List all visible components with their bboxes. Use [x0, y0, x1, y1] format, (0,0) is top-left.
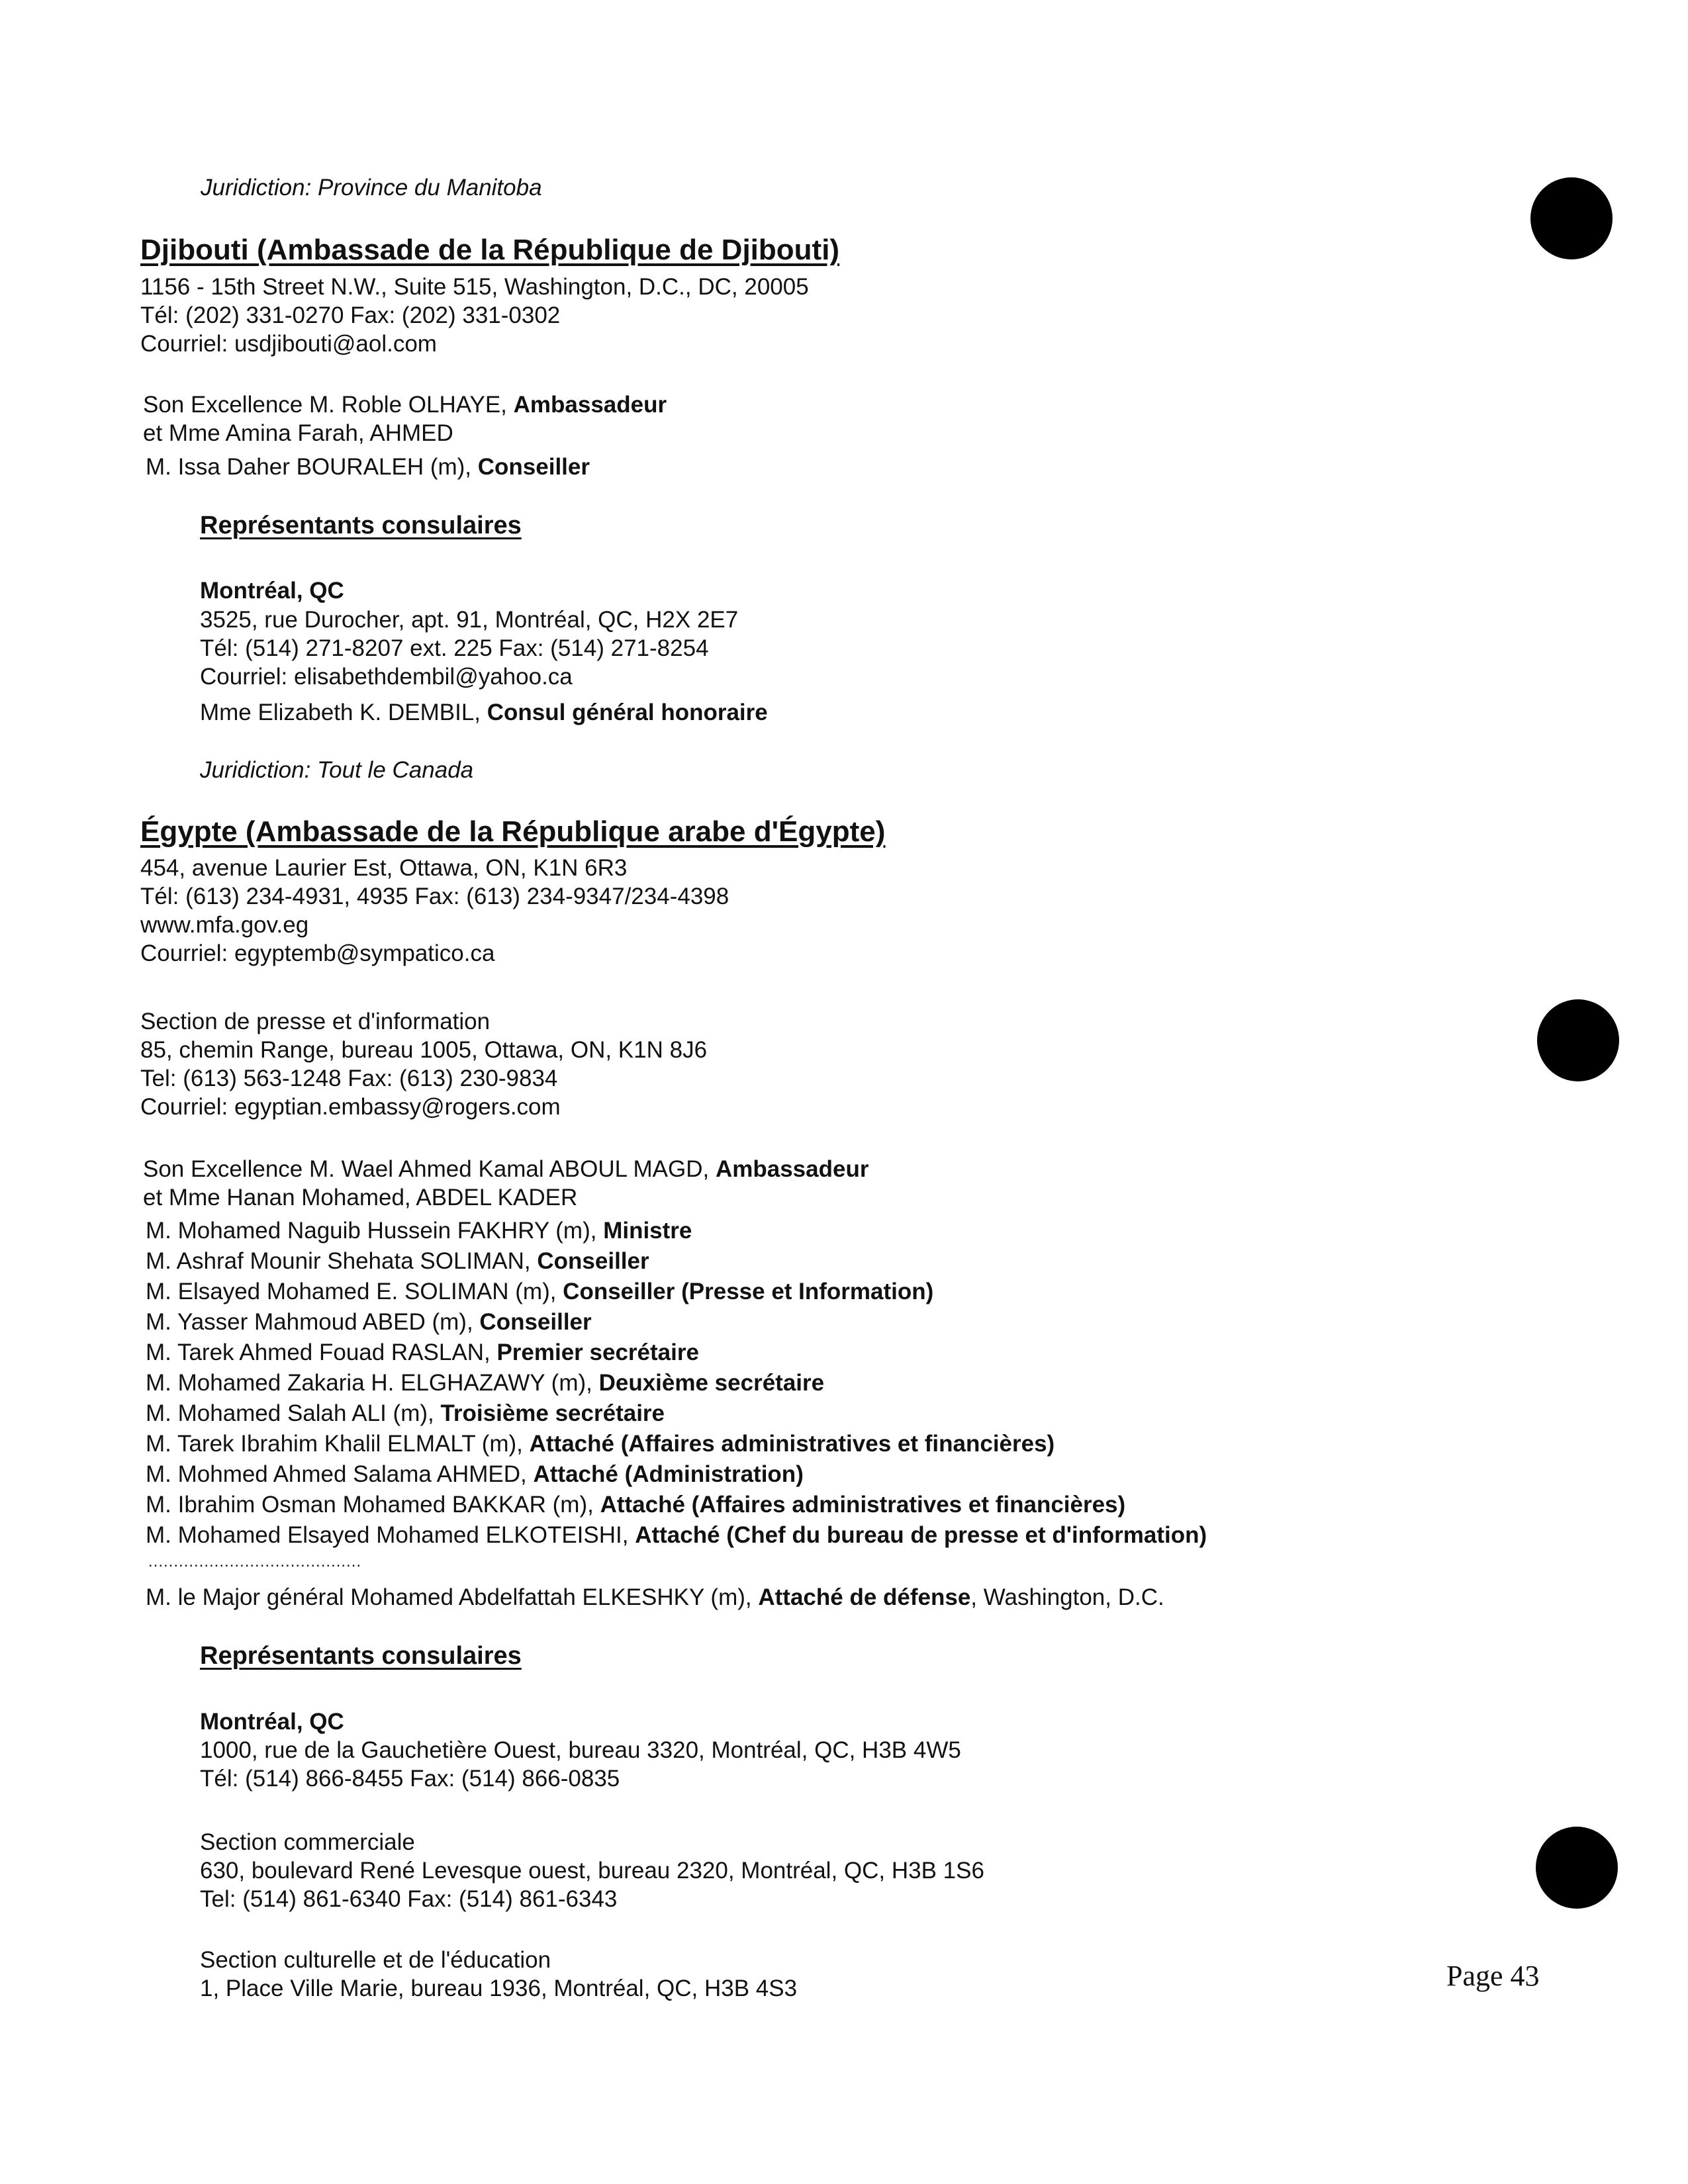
egypt-consulate-phone: Tél: (514) 866-8455 Fax: (514) 866-0835 — [200, 1766, 620, 1792]
egypt-commercial-address: 630, boulevard René Levesque ouest, bureau 2320, Montréal, QC, H3B 1S6 — [200, 1858, 984, 1884]
egypt-website: www.mfa.gov.eg — [140, 912, 309, 938]
egypt-staff-11: M. Ibrahim Osman Mohamed BAKKAR (m), Attaché (Affaires administratives et financières) — [146, 1492, 1126, 1518]
egypt-consulate-address: 1000, rue de la Gauchetière Ouest, bureau 3320, Montréal, QC, H3B 4W5 — [200, 1737, 961, 1763]
egypt-address: 454, avenue Laurier Est, Ottawa, ON, K1N 6R3 — [140, 855, 628, 881]
djibouti-consular-heading: Représentants consulaires — [200, 512, 522, 539]
egypt-staff-6: M. Tarek Ahmed Fouad RASLAN, Premier secrétaire — [146, 1340, 699, 1365]
egypt-press-email: Courriel: egyptian.embassy@rogers.com — [140, 1094, 561, 1120]
djibouti-email: Courriel: usdjibouti@aol.com — [140, 331, 437, 357]
djibouti-consulate-jurisdiction: Juridiction: Tout le Canada — [200, 757, 474, 783]
egypt-staff-3: M. Ashraf Mounir Shehata SOLIMAN, Conseiller — [146, 1248, 649, 1274]
egypt-defense-attache: M. le Major général Mohamed Abdelfattah ELKESHKY (m), Attaché de défense, Washington, D.C. — [146, 1584, 1164, 1610]
egypt-cultural-title: Section culturelle et de l'éducation — [200, 1947, 551, 1973]
egypt-cultural-address: 1, Place Ville Marie, bureau 1936, Montréal, QC, H3B 4S3 — [200, 1976, 798, 2001]
djibouti-consulate-phone: Tél: (514) 271-8207 ext. 225 Fax: (514) 271-8254 — [200, 635, 709, 661]
egypt-staff-10: M. Mohmed Ahmed Salama AHMED, Attaché (Administration) — [146, 1461, 804, 1487]
djibouti-consulate-city: Montréal, QC — [200, 578, 344, 604]
egypt-staff-2: M. Mohamed Naguib Hussein FAKHRY (m), Ministre — [146, 1218, 692, 1244]
dotted-separator: .......................................... — [148, 1553, 362, 1570]
egypt-phone: Tél: (613) 234-4931, 4935 Fax: (613) 234-9347/234-4398 — [140, 884, 729, 909]
egypt-staff-12: M. Mohamed Elsayed Mohamed ELKOTEISHI, Attaché (Chef du bureau de presse et d'information) — [146, 1522, 1207, 1548]
djibouti-consulate-person: Mme Elizabeth K. DEMBIL, Consul général honoraire — [200, 700, 768, 725]
egypt-staff-1: et Mme Hanan Mohamed, ABDEL KADER — [143, 1185, 578, 1210]
djibouti-staff-spouse: et Mme Amina Farah, AHMED — [143, 420, 453, 446]
djibouti-consulate-address: 3525, rue Durocher, apt. 91, Montréal, QC, H2X 2E7 — [200, 607, 739, 633]
binder-hole-bottom — [1536, 1827, 1618, 1909]
egypt-commercial-phone: Tel: (514) 861-6340 Fax: (514) 861-6343 — [200, 1886, 618, 1912]
egypt-consular-heading: Représentants consulaires — [200, 1642, 522, 1670]
egypt-staff-5: M. Yasser Mahmoud ABED (m), Conseiller — [146, 1309, 592, 1335]
djibouti-phone: Tél: (202) 331-0270 Fax: (202) 331-0302 — [140, 302, 561, 328]
prev-jurisdiction: Juridiction: Province du Manitoba — [201, 175, 542, 201]
egypt-staff-8: M. Mohamed Salah ALI (m), Troisième secrétaire — [146, 1400, 665, 1426]
egypt-consulate-city: Montréal, QC — [200, 1709, 344, 1735]
djibouti-address: 1156 - 15th Street N.W., Suite 515, Washington, D.C., DC, 20005 — [140, 274, 809, 300]
djibouti-consulate-email: Courriel: elisabethdembil@yahoo.ca — [200, 664, 573, 690]
page-number: Page 43 — [1446, 1960, 1540, 1992]
djibouti-staff-counsellor: M. Issa Daher BOURALEH (m), Conseiller — [146, 454, 590, 480]
egypt-heading: Égypte (Ambassade de la République arabe d'Égypte) — [140, 815, 886, 848]
egypt-staff-4: M. Elsayed Mohamed E. SOLIMAN (m), Conseiller (Presse et Information) — [146, 1279, 934, 1304]
egypt-staff-7: M. Mohamed Zakaria H. ELGHAZAWY (m), Deuxième secrétaire — [146, 1370, 825, 1396]
egypt-staff-0: Son Excellence M. Wael Ahmed Kamal ABOUL MAGD, Ambassadeur — [143, 1156, 869, 1182]
djibouti-staff-ambassador: Son Excellence M. Roble OLHAYE, Ambassadeur — [143, 392, 667, 418]
binder-hole-top — [1530, 177, 1613, 259]
egypt-staff-9: M. Tarek Ibrahim Khalil ELMALT (m), Attaché (Affaires administratives et financières) — [146, 1431, 1055, 1457]
egypt-press-address: 85, chemin Range, bureau 1005, Ottawa, ON, K1N 8J6 — [140, 1037, 708, 1063]
binder-hole-middle — [1537, 999, 1619, 1081]
egypt-commercial-title: Section commerciale — [200, 1829, 415, 1855]
djibouti-heading: Djibouti (Ambassade de la République de Djibouti) — [140, 234, 840, 266]
egypt-email: Courriel: egyptemb@sympatico.ca — [140, 940, 495, 966]
egypt-press-phone: Tel: (613) 563-1248 Fax: (613) 230-9834 — [140, 1066, 558, 1091]
egypt-press-title: Section de presse et d'information — [140, 1009, 491, 1034]
